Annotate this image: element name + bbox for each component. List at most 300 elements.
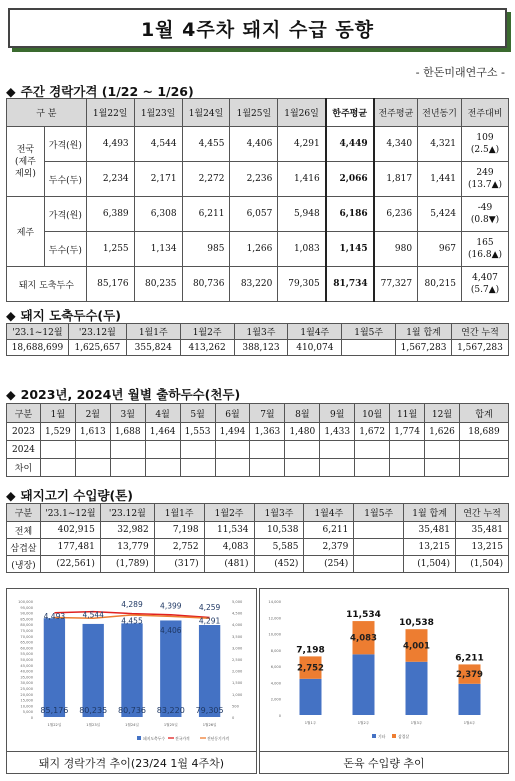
cell: 6,186 xyxy=(326,197,374,232)
section-label: 주간 경락가격 (1/22 ~ 1/26) xyxy=(20,84,194,99)
header-cell: 1월2주 xyxy=(204,504,254,522)
cell: 1,433 xyxy=(320,423,355,441)
header-cell: 한주평균 xyxy=(326,99,374,127)
header-cell: 2월 xyxy=(75,404,110,423)
cell xyxy=(145,459,180,477)
cell: 1,567,283 xyxy=(396,340,452,356)
cell: 77,327 xyxy=(374,267,418,302)
cell: (1,504) xyxy=(404,556,456,573)
diff-pct: (13.7▲) xyxy=(468,180,502,190)
cell xyxy=(75,459,110,477)
x-tick-label: 1월24일 xyxy=(125,723,139,727)
header-cell: 1월 합계 xyxy=(396,324,452,340)
header-cell: 1월5주 xyxy=(354,504,404,522)
cell: 1,567,283 xyxy=(451,340,508,356)
bar-segment-other xyxy=(406,662,428,715)
legend-swatch xyxy=(392,734,396,738)
group-label-jeju: 제주 xyxy=(7,197,45,267)
y-tick-right: 3,500 xyxy=(232,634,243,639)
row-label: 가격(원) xyxy=(44,197,86,232)
cell: 1,529 xyxy=(40,423,75,441)
segment-value-label: 4,001 xyxy=(403,641,430,652)
y-tick-right: 3,000 xyxy=(232,646,243,651)
y-tick-left: 40,000 xyxy=(20,669,33,674)
cell: 1,688 xyxy=(110,423,145,441)
table-header-row xyxy=(7,324,509,340)
extra-value-label: 4,399 xyxy=(160,601,182,611)
header-cell: 1월5주 xyxy=(342,324,396,340)
cell xyxy=(215,459,250,477)
table-row xyxy=(7,232,509,267)
header-cell: 7월 xyxy=(250,404,285,423)
section-title-monthly xyxy=(6,385,240,403)
diff-value: 109 xyxy=(476,133,494,143)
y-tick-right: 500 xyxy=(232,704,239,709)
y-tick-right: 2,500 xyxy=(232,658,243,662)
y-tick-left: 80,000 xyxy=(20,623,33,628)
table-row xyxy=(7,197,509,232)
diff-value: 249 xyxy=(476,168,494,178)
source-label: - 한돈미래연구소 - xyxy=(415,66,505,79)
header-cell: '23.1~12월 xyxy=(40,504,100,522)
header-cell: 1월3주 xyxy=(234,324,288,340)
header-cell: 전주평균 xyxy=(374,99,418,127)
diff-pct: (0.8▼) xyxy=(470,215,500,225)
diff-value: -49 xyxy=(477,203,493,213)
cell: 11,534 xyxy=(204,522,254,539)
table-row xyxy=(7,459,509,477)
cell: 10,538 xyxy=(254,522,304,539)
bar-value-label: 83,220 xyxy=(156,706,185,715)
cell xyxy=(354,539,404,556)
y-tick-left: 5,000 xyxy=(22,710,33,715)
x-tick-label: 1월3주 xyxy=(410,721,423,725)
cell: 18,689 xyxy=(459,423,508,441)
cell: (452) xyxy=(254,556,304,573)
header-cell: 1월23일 xyxy=(134,99,182,127)
y-tick-right: 1,500 xyxy=(232,681,243,686)
diff-cell xyxy=(462,232,509,267)
cell: (254) xyxy=(304,556,354,573)
bar xyxy=(44,618,65,717)
x-tick-label: 1월23일 xyxy=(86,723,101,727)
line-value-label: 4,493 xyxy=(43,611,66,621)
cell xyxy=(459,441,508,459)
header-cell: 3월 xyxy=(110,404,145,423)
cell: 1,625,657 xyxy=(68,340,126,356)
header-cell: 1월3주 xyxy=(254,504,304,522)
slaughter-table xyxy=(6,323,509,356)
group-line: 제외) xyxy=(14,168,36,179)
header-cell: 전주대비 xyxy=(462,99,509,127)
cell: 85,176 xyxy=(86,267,134,302)
header-cell: 1월22일 xyxy=(86,99,134,127)
legend-label: 전국가격 xyxy=(175,736,190,741)
cell xyxy=(75,441,110,459)
total-value-label: 6,211 xyxy=(455,653,484,664)
cell: (1,789) xyxy=(100,556,154,573)
total-value-label: 7,198 xyxy=(296,645,325,656)
table-row xyxy=(7,267,509,302)
header-cell: 9월 xyxy=(320,404,355,423)
section-label: 돼지 도축두수(두) xyxy=(20,308,121,323)
cell: (317) xyxy=(154,556,204,573)
header-cell: '23.12월 xyxy=(100,504,154,522)
cell: 967 xyxy=(418,232,462,267)
cell: 2,379 xyxy=(304,539,354,556)
table-row xyxy=(7,340,509,356)
cell: 80,235 xyxy=(134,267,182,302)
cell xyxy=(425,441,460,459)
y-tick-left: 10,000 xyxy=(20,704,33,709)
cell xyxy=(355,441,390,459)
cell: 6,057 xyxy=(230,197,278,232)
diff-cell xyxy=(462,267,509,302)
header-cell: 1월 합계 xyxy=(404,504,456,522)
diamond-bullet-icon: ◆ xyxy=(6,308,16,323)
diamond-bullet-icon: ◆ xyxy=(6,84,16,99)
header-cell: 1월1주 xyxy=(154,504,204,522)
cell: 2,272 xyxy=(182,162,230,197)
x-tick-label: 1월22일 xyxy=(47,723,62,727)
header-cell: 구분 xyxy=(7,504,41,522)
y-tick-left: 30,000 xyxy=(20,681,33,686)
cell: 5,948 xyxy=(278,197,326,232)
header-cell: 1월26일 xyxy=(278,99,326,127)
cell: 388,123 xyxy=(234,340,288,356)
diff-value: 4,407 xyxy=(472,273,498,283)
cell: 1,145 xyxy=(326,232,374,267)
cell: 13,215 xyxy=(404,539,456,556)
cell xyxy=(40,459,75,477)
cell: 1,553 xyxy=(180,423,215,441)
header-cell: 연간 누적 xyxy=(451,324,508,340)
bar-segment-other xyxy=(353,654,375,715)
cell xyxy=(40,441,75,459)
cell: 355,824 xyxy=(126,340,180,356)
group-line: (제주 xyxy=(14,156,36,167)
cell: 35,481 xyxy=(456,522,509,539)
bar-value-label: 80,736 xyxy=(118,706,146,715)
y-tick: 8,000 xyxy=(270,648,281,653)
cell: 1,266 xyxy=(230,232,278,267)
import-chart-caption: 돈육 수입량 추이 xyxy=(260,751,508,773)
segment-value-label: 2,752 xyxy=(297,663,324,674)
bar xyxy=(199,625,220,717)
cell: 980 xyxy=(374,232,418,267)
bar-value-label: 85,176 xyxy=(40,706,69,715)
cell: 79,305 xyxy=(278,267,326,302)
bar-segment-other xyxy=(459,684,481,715)
y-tick-left: 65,000 xyxy=(20,640,33,645)
cell xyxy=(425,459,460,477)
cell: 4,321 xyxy=(418,127,462,162)
cell: 4,455 xyxy=(182,127,230,162)
cell: 18,688,699 xyxy=(7,340,69,356)
cell: 1,464 xyxy=(145,423,180,441)
cell: 81,734 xyxy=(326,267,374,302)
header-cell: 4월 xyxy=(145,404,180,423)
header-cell: 11월 xyxy=(390,404,425,423)
weekly-price-table xyxy=(6,98,509,302)
cell: 80,215 xyxy=(418,267,462,302)
diamond-bullet-icon: ◆ xyxy=(6,488,16,503)
price-chart-panel xyxy=(6,588,257,774)
cell xyxy=(285,459,320,477)
y-tick: 0 xyxy=(278,714,281,718)
segment-value-label: 4,083 xyxy=(350,633,377,644)
header-cell: 1월24일 xyxy=(182,99,230,127)
row-label: 돼지 도축두수 xyxy=(7,267,87,302)
monthly-shipment-table xyxy=(6,403,509,477)
bar-segment-other xyxy=(300,679,322,715)
legend-label: 기타 xyxy=(378,734,386,739)
cell: 1,613 xyxy=(75,423,110,441)
table-header-row xyxy=(7,504,509,522)
cell xyxy=(250,459,285,477)
cell: 32,982 xyxy=(100,522,154,539)
header-cell: 1월2주 xyxy=(180,324,234,340)
diff-pct: (2.5▲) xyxy=(470,145,500,155)
bar xyxy=(121,623,142,717)
header-cell: 5월 xyxy=(180,404,215,423)
header-cell: 연간 누적 xyxy=(456,504,509,522)
header-cell: 1월4주 xyxy=(288,324,342,340)
diamond-bullet-icon: ◆ xyxy=(6,387,16,402)
price-chart-caption: 돼지 경락가격 추이(23/24 1월 4주차) xyxy=(7,751,256,773)
y-tick-left: 100,000 xyxy=(18,600,33,604)
bar-value-label: 80,235 xyxy=(79,706,108,715)
y-tick-left: 50,000 xyxy=(20,658,33,662)
group-line: 전국 xyxy=(16,144,35,155)
cell xyxy=(250,441,285,459)
y-tick-left: 60,000 xyxy=(20,646,33,651)
cell: 6,389 xyxy=(86,197,134,232)
y-tick-left: 55,000 xyxy=(20,652,33,657)
group-label-nat xyxy=(7,127,45,197)
line-value-label: 4,291 xyxy=(198,616,221,626)
cell: 4,493 xyxy=(86,127,134,162)
y-tick: 2,000 xyxy=(270,697,281,702)
cell: 1,494 xyxy=(215,423,250,441)
cell: (1,504) xyxy=(456,556,509,573)
y-tick-left: 35,000 xyxy=(20,675,33,680)
header-cell: 8월 xyxy=(285,404,320,423)
cell: 1,083 xyxy=(278,232,326,267)
cell: 6,211 xyxy=(182,197,230,232)
total-value-label: 11,534 xyxy=(346,610,381,621)
y-tick: 4,000 xyxy=(270,681,281,686)
table-row xyxy=(7,522,509,539)
y-tick: 6,000 xyxy=(270,665,281,670)
header-cell: 구 분 xyxy=(7,99,87,127)
cell: (481) xyxy=(204,556,254,573)
y-tick-right: 5,000 xyxy=(232,600,243,604)
x-tick-label: 1월25일 xyxy=(163,723,178,727)
cell: 6,236 xyxy=(374,197,418,232)
cell xyxy=(342,340,396,356)
cell: 985 xyxy=(182,232,230,267)
cell: 1,672 xyxy=(355,423,390,441)
cell: 177,481 xyxy=(40,539,100,556)
y-tick-left: 85,000 xyxy=(20,617,33,622)
cell: 4,449 xyxy=(326,127,374,162)
cell: 13,215 xyxy=(456,539,509,556)
cell: 35,481 xyxy=(404,522,456,539)
cell: 1,480 xyxy=(285,423,320,441)
header-cell: 1월1주 xyxy=(126,324,180,340)
line-value-label: 4,455 xyxy=(121,616,143,626)
cell xyxy=(180,459,215,477)
cell: 410,074 xyxy=(288,340,342,356)
header-cell: 구분 xyxy=(7,404,41,423)
table-header-row xyxy=(7,404,509,423)
header-cell: '23.1~12월 xyxy=(7,324,69,340)
cell xyxy=(354,556,404,573)
diff-cell xyxy=(462,197,509,232)
table-row xyxy=(7,127,509,162)
y-tick-left: 20,000 xyxy=(20,692,33,697)
cell: 4,406 xyxy=(230,127,278,162)
cell: 4,083 xyxy=(204,539,254,556)
y-tick-right: 0 xyxy=(232,716,235,720)
header-cell: '23.12월 xyxy=(68,324,126,340)
header-cell: 10월 xyxy=(355,404,390,423)
cell xyxy=(320,459,355,477)
diff-cell xyxy=(462,127,509,162)
cell: 2,752 xyxy=(154,539,204,556)
y-tick-left: 75,000 xyxy=(20,629,33,633)
bar xyxy=(160,620,181,717)
cell: 4,291 xyxy=(278,127,326,162)
diff-cell xyxy=(462,162,509,197)
row-label: 삼겹살 xyxy=(7,539,41,556)
bar-value-label: 79,305 xyxy=(195,706,224,715)
cell: 6,308 xyxy=(134,197,182,232)
cell xyxy=(320,441,355,459)
cell xyxy=(215,441,250,459)
y-tick: 12,000 xyxy=(268,616,281,621)
import-chart-panel xyxy=(259,588,509,774)
x-tick-label: 1월1주 xyxy=(304,721,317,725)
row-label: 전체 xyxy=(7,522,41,539)
y-tick-left: 70,000 xyxy=(20,634,33,639)
header-cell: 6월 xyxy=(215,404,250,423)
cell xyxy=(459,459,508,477)
extra-value-label: 4,259 xyxy=(198,603,221,613)
cell: 1,774 xyxy=(390,423,425,441)
cell xyxy=(390,441,425,459)
diff-pct: (5.7▲) xyxy=(470,285,500,295)
cell xyxy=(355,459,390,477)
cell xyxy=(145,441,180,459)
cell xyxy=(354,522,404,539)
y-tick: 14,000 xyxy=(268,600,281,604)
x-tick-label: 1월26일 xyxy=(202,723,217,727)
y-tick-right: 4,500 xyxy=(232,611,243,616)
y-tick-left: 15,000 xyxy=(20,698,33,703)
legend-label: 돼지도축두수 xyxy=(143,736,166,741)
line-value-label: 4,406 xyxy=(160,625,182,635)
table-row xyxy=(7,441,509,459)
cell: 6,211 xyxy=(304,522,354,539)
row-label: 2024 xyxy=(7,441,41,459)
cell: 4,544 xyxy=(134,127,182,162)
page-title xyxy=(8,8,507,48)
table-row xyxy=(7,162,509,197)
cell xyxy=(180,441,215,459)
row-label: 2023 xyxy=(7,423,41,441)
y-tick-left: 95,000 xyxy=(20,605,33,610)
row-label: 두수(두) xyxy=(44,162,86,197)
y-tick-left: 90,000 xyxy=(20,611,33,616)
header-cell: 1월4주 xyxy=(304,504,354,522)
cell: 5,424 xyxy=(418,197,462,232)
cell: 1,441 xyxy=(418,162,462,197)
price-chart xyxy=(7,589,256,751)
legend-swatch xyxy=(372,734,376,738)
cell: 4,340 xyxy=(374,127,418,162)
diff-value: 165 xyxy=(476,238,494,248)
bar xyxy=(83,624,104,717)
cell: 13,779 xyxy=(100,539,154,556)
y-tick-right: 4,000 xyxy=(232,623,243,628)
y-tick: 10,000 xyxy=(268,632,281,637)
y-tick-left: 45,000 xyxy=(20,663,33,668)
table-row xyxy=(7,539,509,556)
cell: 1,255 xyxy=(86,232,134,267)
header-cell: 전년동기 xyxy=(418,99,462,127)
y-tick-right: 1,000 xyxy=(232,692,243,697)
row-label: 차이 xyxy=(7,459,41,477)
table-row xyxy=(7,556,509,573)
x-tick-label: 1월4주 xyxy=(463,721,476,725)
cell xyxy=(110,441,145,459)
cell: 2,066 xyxy=(326,162,374,197)
import-table xyxy=(6,503,509,573)
import-chart xyxy=(260,589,508,751)
section-label: 2023년, 2024년 월별 출하두수(천두) xyxy=(20,387,241,402)
cell: 413,262 xyxy=(180,340,234,356)
y-tick-left: 0 xyxy=(30,716,33,720)
cell xyxy=(390,459,425,477)
y-tick-right: 2,000 xyxy=(232,669,243,674)
segment-value-label: 2,379 xyxy=(456,670,483,681)
extra-value-label: 4,289 xyxy=(121,599,143,609)
cell xyxy=(285,441,320,459)
cell: 1,134 xyxy=(134,232,182,267)
legend-label: 전년동기가격 xyxy=(207,736,230,741)
cell: (22,561) xyxy=(40,556,100,573)
cell: 1,363 xyxy=(250,423,285,441)
cell: 402,915 xyxy=(40,522,100,539)
cell: 1,817 xyxy=(374,162,418,197)
cell: 1,416 xyxy=(278,162,326,197)
header-cell: 12월 xyxy=(425,404,460,423)
cell: 5,585 xyxy=(254,539,304,556)
legend-label: 삼겹살 xyxy=(398,734,410,739)
row-label: 가격(원) xyxy=(44,127,86,162)
cell: 2,236 xyxy=(230,162,278,197)
header-cell: 1월25일 xyxy=(230,99,278,127)
cell: 80,736 xyxy=(182,267,230,302)
section-label: 돼지고기 수입량(톤) xyxy=(20,488,134,503)
cell xyxy=(110,459,145,477)
row-label: 두수(두) xyxy=(44,232,86,267)
cell: 2,171 xyxy=(134,162,182,197)
header-cell: 1월 xyxy=(40,404,75,423)
legend-swatch xyxy=(137,736,141,740)
